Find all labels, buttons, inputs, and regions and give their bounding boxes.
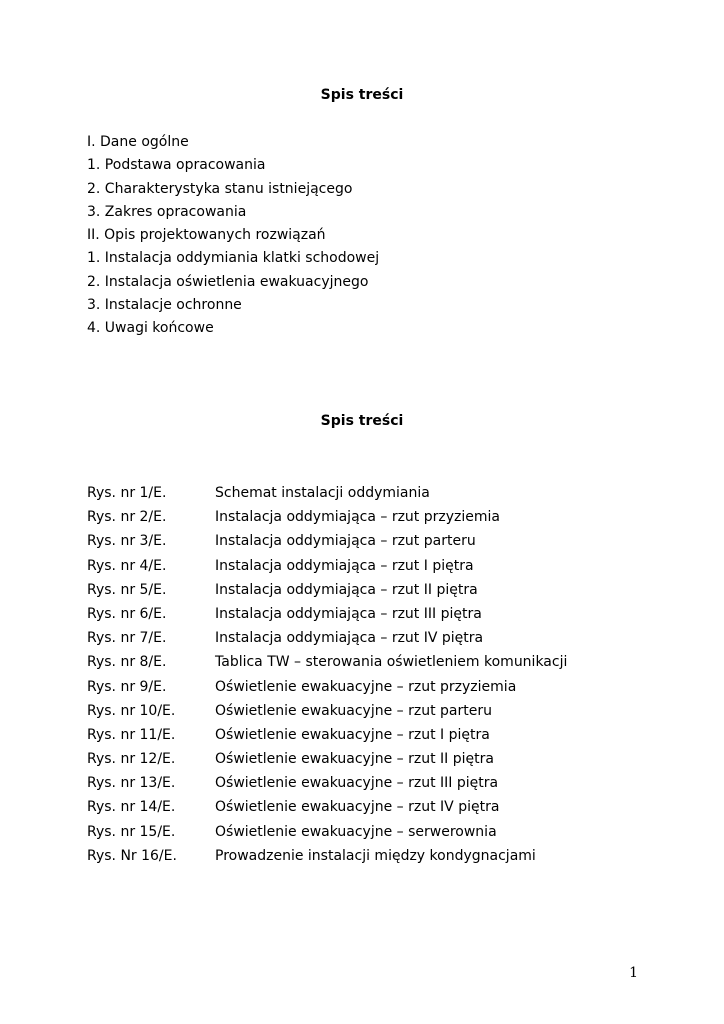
drawing-number: Rys. nr 9/E.	[87, 678, 167, 695]
contents-item: 2. Instalacja oświetlenia ewakuacyjnego	[87, 273, 369, 290]
drawing-title: Instalacja oddymiająca – rzut parteru	[215, 533, 476, 550]
drawing-title: Instalacja oddymiająca – rzut I piętra	[215, 557, 474, 574]
drawings-heading: Spis treści	[320, 413, 404, 429]
contents-item: 3. Zakres opracowania	[87, 203, 247, 220]
drawing-title: Instalacja oddymiająca – rzut II piętra	[215, 581, 478, 598]
drawing-item	[87, 650, 567, 674]
drawing-item	[87, 626, 567, 650]
drawing-item	[87, 844, 567, 868]
drawing-number: Rys. nr 11/E.	[87, 726, 176, 743]
drawing-item	[87, 723, 567, 747]
contents-item: 4. Uwagi końcowe	[87, 320, 214, 337]
drawing-item	[87, 675, 567, 699]
drawing-title: Schemat instalacji oddymiania	[215, 485, 430, 501]
drawing-title: Instalacja oddymiająca – rzut IV piętra	[215, 630, 484, 647]
drawing-item	[87, 481, 567, 505]
page-number: 1	[629, 965, 638, 981]
drawing-number: Rys. nr 2/E.	[87, 509, 167, 526]
drawing-number: Rys. nr 12/E.	[87, 751, 176, 768]
drawing-title: Oświetlenie ewakuacyjne – rzut przyziemia	[215, 678, 517, 695]
drawing-title: Oświetlenie ewakuacyjne – rzut I piętra	[215, 726, 490, 743]
drawing-number: Rys. Nr 16/E.	[87, 847, 177, 864]
contents-item: 3. Instalacje ochronne	[87, 297, 242, 314]
drawing-number: Rys. nr 7/E.	[87, 630, 167, 647]
drawing-number: Rys. nr 8/E.	[87, 654, 167, 671]
contents-heading: Spis treści	[320, 87, 404, 103]
drawing-number: Rys. nr 15/E.	[87, 823, 176, 840]
drawing-title: Oświetlenie ewakuacyjne – rzut III piętra	[215, 775, 499, 792]
drawing-item	[87, 505, 567, 529]
drawing-title: Oświetlenie ewakuacyjne – rzut parteru	[215, 702, 492, 719]
drawing-title: Oświetlenie ewakuacyjne – rzut IV piętra	[215, 799, 500, 816]
drawing-item	[87, 578, 567, 602]
drawing-item	[87, 529, 567, 553]
contents-item: 2. Charakterystyka stanu istniejącego	[87, 180, 353, 197]
drawing-title: Oświetlenie ewakuacyjne – serwerownia	[215, 823, 497, 840]
drawing-title: Tablica TW – sterowania oświetleniem komunikacji	[215, 654, 568, 671]
drawing-item	[87, 820, 567, 844]
drawing-item	[87, 795, 567, 819]
drawing-number: Rys. nr 13/E.	[87, 775, 176, 792]
drawing-number: Rys. nr 5/E.	[87, 581, 167, 598]
drawing-number: Rys. nr 14/E.	[87, 799, 176, 816]
drawing-number: Rys. nr 10/E.	[87, 702, 176, 719]
contents-list	[87, 131, 379, 341]
contents-item: 1. Instalacja oddymiania klatki schodowej	[87, 250, 380, 267]
drawings-list	[87, 481, 567, 868]
drawing-number: Rys. nr 1/E.	[87, 485, 167, 501]
drawing-item	[87, 554, 567, 578]
drawing-title: Instalacja oddymiająca – rzut przyziemia	[215, 509, 500, 526]
drawing-title: Instalacja oddymiająca – rzut III piętra	[215, 605, 482, 622]
drawing-item	[87, 699, 567, 723]
drawing-title: Oświetlenie ewakuacyjne – rzut II piętra	[215, 751, 494, 768]
drawing-number: Rys. nr 6/E.	[87, 605, 167, 622]
contents-item: II. Opis projektowanych rozwiązań	[87, 227, 326, 244]
drawing-number: Rys. nr 3/E.	[87, 533, 167, 550]
drawing-item	[87, 747, 567, 771]
drawing-title: Prowadzenie instalacji między kondygnacjami	[215, 847, 536, 864]
drawing-item	[87, 602, 567, 626]
drawing-number: Rys. nr 4/E.	[87, 557, 167, 574]
drawing-item	[87, 771, 567, 795]
contents-item: I. Dane ogólne	[87, 134, 189, 150]
contents-item: 1. Podstawa opracowania	[87, 157, 266, 174]
